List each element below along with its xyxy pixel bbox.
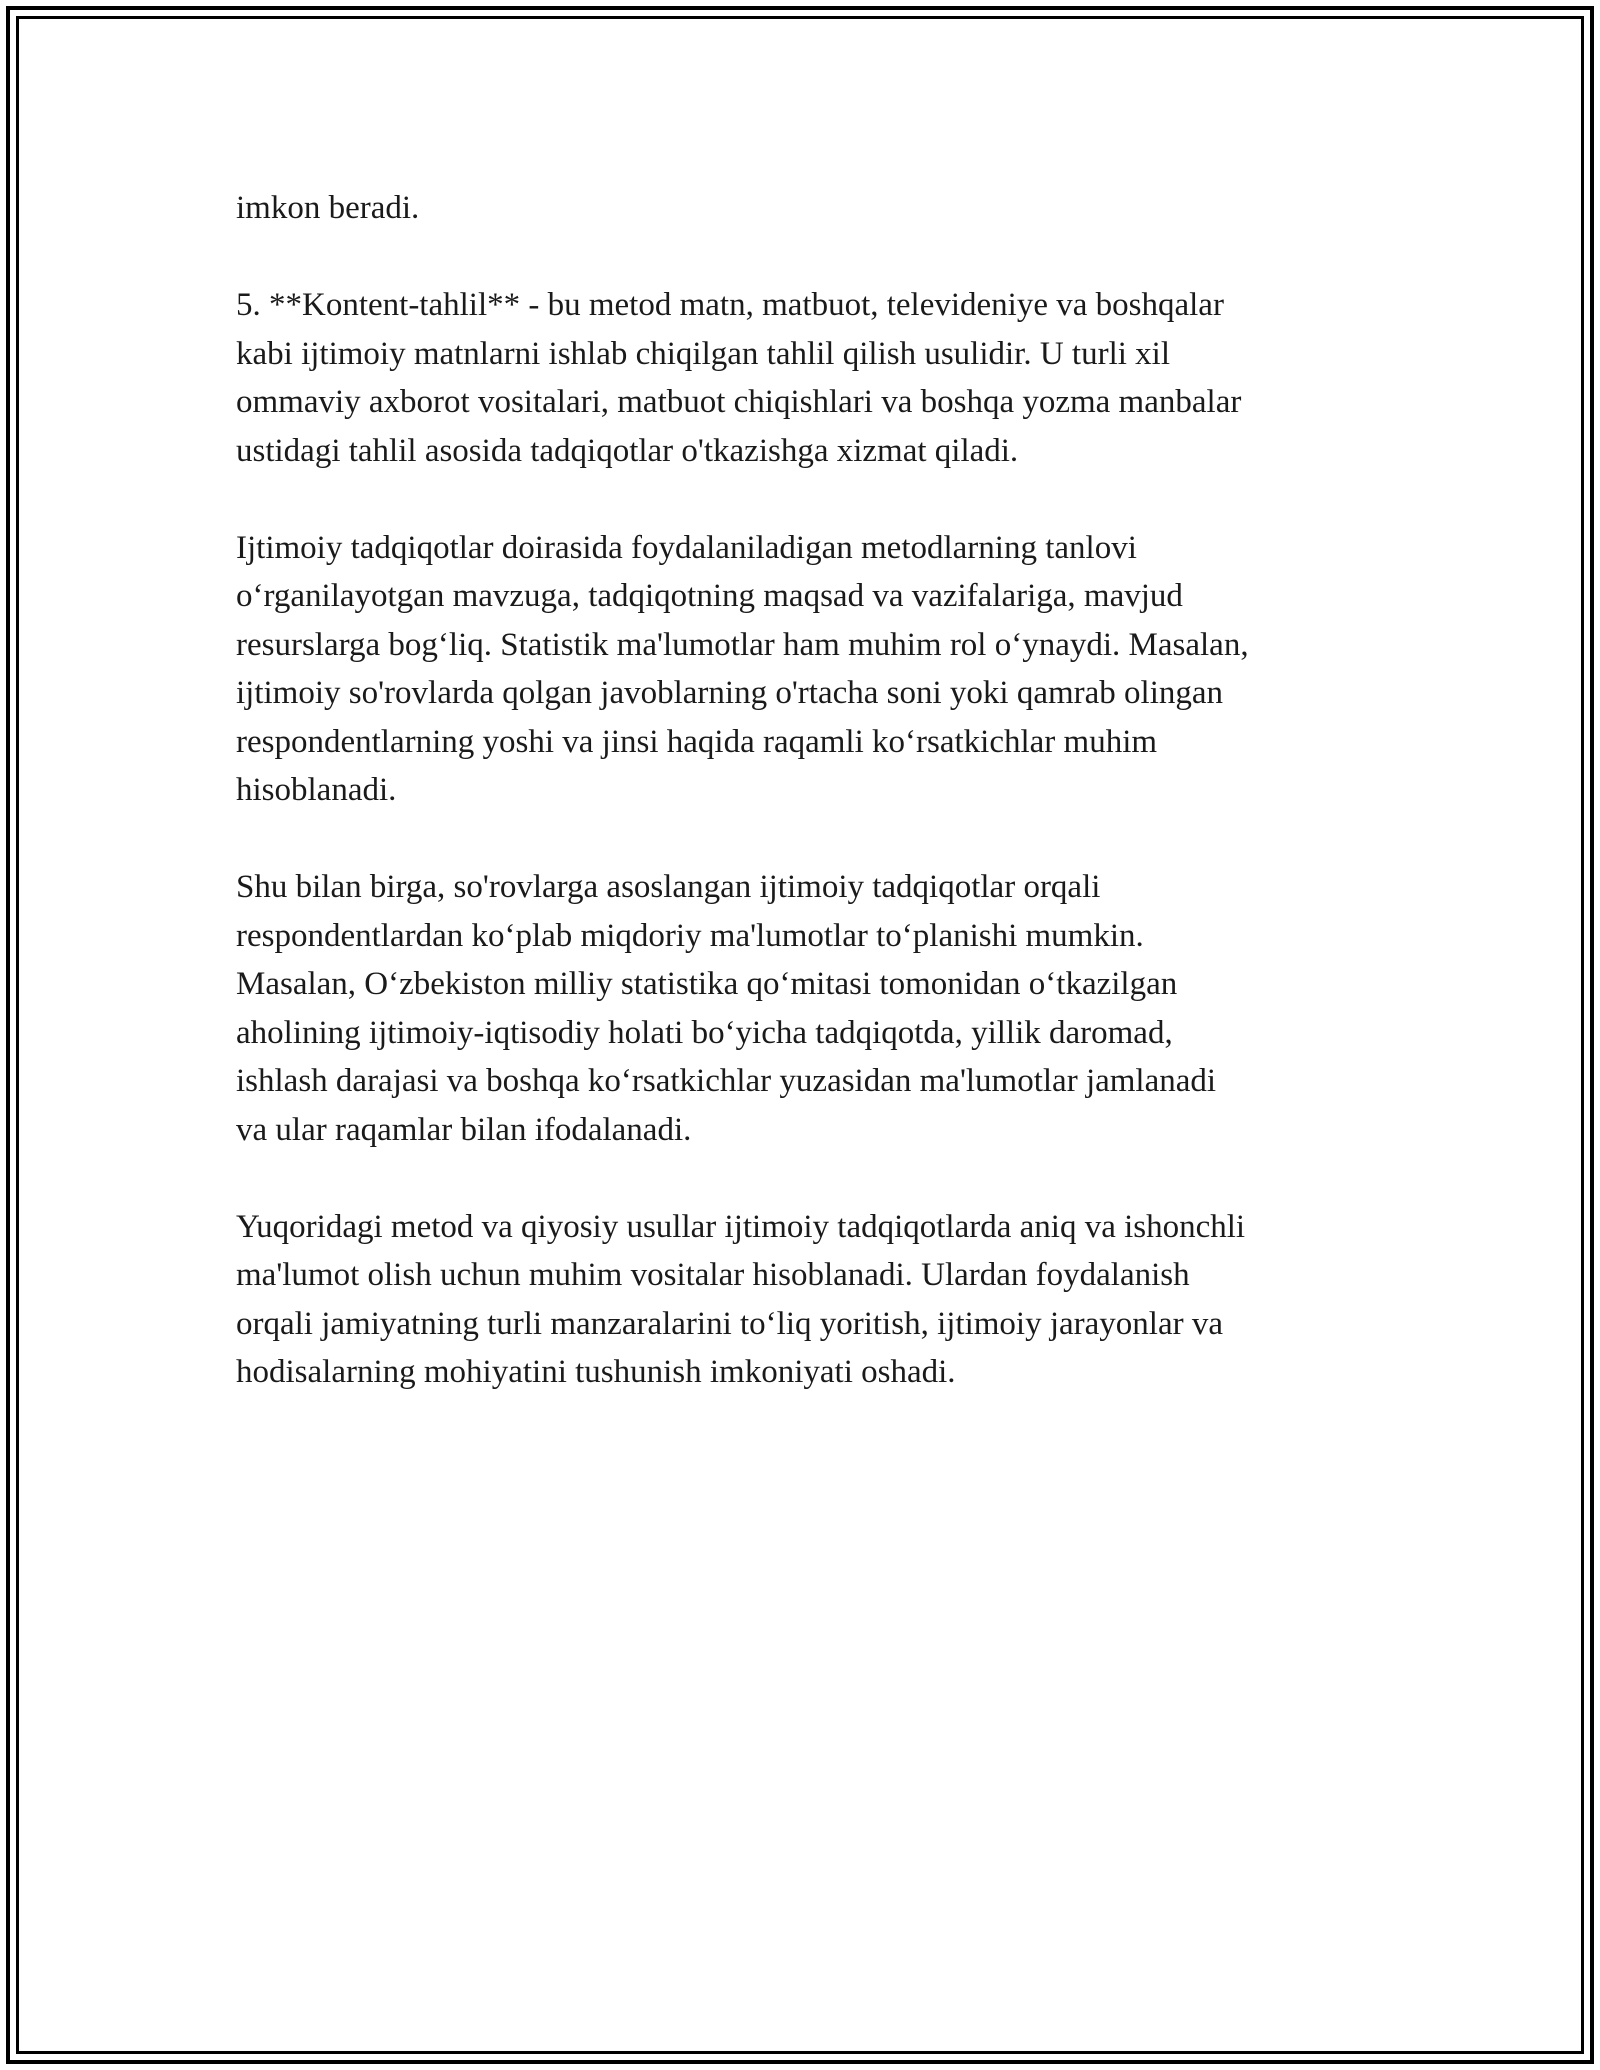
text-line: ustidagi tahlil asosida tadqiqotlar o'tkazishga xizmat qiladi. [236,432,1019,469]
text-line: aholining ijtimoiy-iqtisodiy holati boʻyicha tadqiqotda, yillik daromad, [236,1014,1173,1051]
text-line: oʻrganilayotgan mavzuga, tadqiqotning maqsad va vazifalariga, mavjud [236,578,1183,614]
text-line: ijtimoiy so'rovlarda qolgan javoblarning o'rtacha soni yoki qamrab olingan [236,675,1224,711]
text-line: hodisalarning mohiyatini tushunish imkoniyati oshadi. [236,1354,956,1390]
text-line: hisoblanadi. [236,772,397,808]
paragraph-conclusion [236,1203,1366,1397]
text-line: respondentlarning yoshi va jinsi haqida raqamli koʻrsatkichlar muhim [236,723,1158,760]
text-line: resurslarga bogʻliq. Statistik ma'lumotlar ham muhim rol oʻynaydi. Masalan, [236,626,1249,663]
document-body [236,184,1366,1445]
paragraph-method-selection [236,524,1366,815]
text-line: ma'lumot olish uchun muhim vositalar hisoblanadi. Ulardan foydalanish [236,1257,1190,1293]
text-line: orqali jamiyatning turli manzaralarini toʻliq yoritish, ijtimoiy jarayonlar va [236,1305,1223,1342]
paragraph-content-analysis [236,281,1366,475]
text-line: imkon beradi. [236,190,420,226]
text-line: kabi ijtimoiy matnlarni ishlab chiqilgan tahlil qilish usulidir. U turli xil [236,335,1171,372]
text-line: ommaviy axborot vositalari, matbuot chiqishlari va boshqa yozma manbalar [236,384,1242,420]
text-line: respondentlardan koʻplab miqdoriy ma'lumotlar toʻplanishi mumkin. [236,917,1144,954]
text-line: 5. **Kontent-tahlil** - bu metod matn, matbuot, televideniye va boshqalar [236,287,1224,323]
text-line: Shu bilan birga, so'rovlarga asoslangan ijtimoiy tadqiqotlar orqali [236,869,1101,905]
text-line: ishlash darajasi va boshqa koʻrsatkichlar yuzasidan ma'lumotlar jamlanadi [236,1063,1217,1099]
text-line: Ijtimoiy tadqiqotlar doirasida foydalaniladigan metodlarning tanlovi [236,529,1137,566]
text-line: Masalan, Oʻzbekiston milliy statistika qoʻmitasi tomonidan oʻtkazilgan [236,966,1178,1002]
paragraph-survey-data [236,863,1366,1154]
text-line: va ular raqamlar bilan ifodalanadi. [236,1111,692,1148]
paragraph-continuation [236,184,1366,233]
text-line: Yuqoridagi metod va qiyosiy usullar ijtimoiy tadqiqotlarda aniq va ishonchli [236,1208,1246,1245]
